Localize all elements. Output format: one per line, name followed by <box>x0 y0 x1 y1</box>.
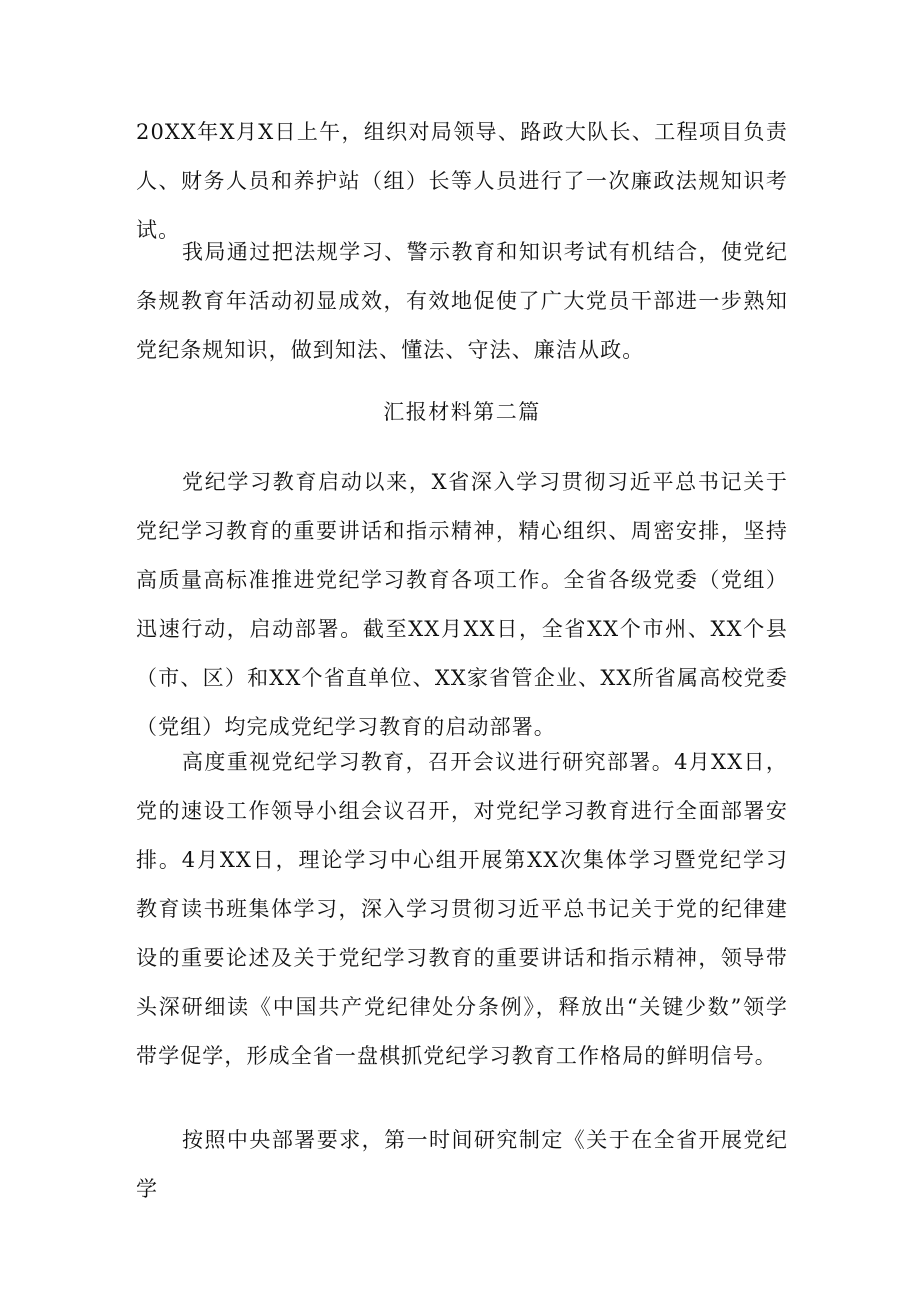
paragraph-meeting-deployment: 高度重视党纪学习教育，召开会议进行研究部署。4月XX日，党的速设工作领导小组会议召开，对党纪学习教育进行全面部署安排。4月XX日，理论学习中心组开展第XX次集体学习暨党纪学习教育读书班集体学习，深入学习贯彻习近平总书记关于党的纪律建设的重要论述及关于党纪学习教育的重要讲话和指示精神，领导带头深研细读《中国共产党纪律处分条例》，释放出“关键少数”领学带学促学，形成全省一盘棋抓党纪学习教育工作格局的鲜明信号。 <box>136 750 788 1068</box>
section-title: 汇报材料第二篇 <box>383 400 541 424</box>
paragraph-education-results: 我局通过把法规学习、警示教育和知识考试有机结合，使党纪条规教育年活动初显成效，有效地促使了广大党员干部进一步熟知党纪条规知识，做到知法、懂法、守法、廉洁从政。 <box>136 240 788 362</box>
paragraph-launch-overview: 党纪学习教育启动以来，X省深入学习贯彻习近平总书记关于党纪学习教育的重要讲话和指示精神，精心组织、周密安排，坚持高质量高标准推进党纪学习教育各项工作。全省各级党委（党组）迅速行动，启动部署。截至XX月XX日，全省XX个市州、XX个县（市、区）和XX个省直单位、XX家省管企业、XX所省属高校党委（党组）均完成党纪学习教育的启动部署。 <box>136 470 788 739</box>
paragraph-plan-formulation: 按照中央部署要求，第一时间研究制定《关于在全省开展党纪学 <box>136 1128 788 1201</box>
paragraph-exam-summary: 20XX年X月X日上午，组织对局领导、路政大队长、工程项目负责人、财务人员和养护站（组）长等人员进行了一次廉政法规知识考试。 <box>136 120 788 242</box>
